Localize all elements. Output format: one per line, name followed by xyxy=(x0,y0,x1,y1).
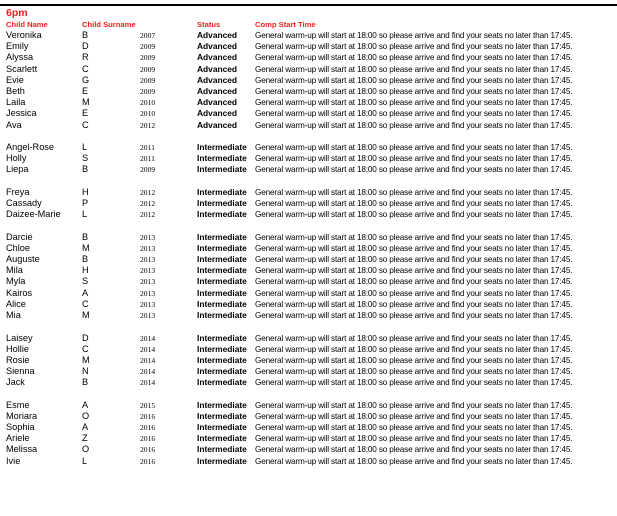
birth-year-cell: 2013 xyxy=(140,311,156,321)
comp-start-time-cell: General warm-up will start at 18:00 so please arrive and find your seats no later than 17:45. xyxy=(255,266,573,276)
table-row xyxy=(0,209,617,220)
child-name-cell: Kairos xyxy=(6,287,33,298)
child-name-cell: Angel-Rose xyxy=(6,141,55,152)
table-row xyxy=(0,400,617,411)
status-cell: Intermediate xyxy=(197,287,247,298)
table-row xyxy=(0,276,617,287)
table-row xyxy=(0,355,617,366)
table-row xyxy=(0,64,617,75)
birth-year-cell: 2010 xyxy=(140,98,156,108)
child-surname-cell: C xyxy=(82,63,89,74)
status-cell: Intermediate xyxy=(197,276,247,287)
status-cell: Intermediate xyxy=(197,153,247,164)
comp-start-time-cell: General warm-up will start at 18:00 so please arrive and find your seats no later than 17:45. xyxy=(255,311,573,321)
comp-start-time-cell: General warm-up will start at 18:00 so please arrive and find your seats no later than 17:45. xyxy=(255,378,573,388)
birth-year-cell: 2014 xyxy=(140,333,156,343)
table-row xyxy=(0,30,617,41)
child-name-cell: Veronika xyxy=(6,30,42,40)
child-name-cell: Ava xyxy=(6,119,22,130)
table-row xyxy=(0,41,617,52)
child-surname-cell: C xyxy=(82,298,89,309)
status-cell: Advanced xyxy=(197,74,238,85)
table-row xyxy=(0,444,617,455)
comp-start-time-cell: General warm-up will start at 18:00 so please arrive and find your seats no later than 17:45. xyxy=(255,445,573,455)
status-cell: Advanced xyxy=(197,63,238,74)
child-name-cell: Liepa xyxy=(6,164,29,175)
child-surname-cell: A xyxy=(82,399,89,410)
status-cell: Intermediate xyxy=(197,410,247,421)
child-surname-cell: A xyxy=(82,287,89,298)
child-name-cell: Mila xyxy=(6,265,23,276)
comp-start-time-cell: General warm-up will start at 18:00 so please arrive and find your seats no later than 17:45. xyxy=(255,367,573,377)
top-divider xyxy=(0,4,617,6)
table-row xyxy=(0,86,617,97)
child-surname-cell: O xyxy=(82,410,90,421)
child-surname-cell: N xyxy=(82,366,89,377)
birth-year-cell: 2009 xyxy=(140,86,156,96)
comp-start-time-cell: General warm-up will start at 18:00 so please arrive and find your seats no later than 17:45. xyxy=(255,355,573,365)
child-surname-cell: M xyxy=(82,242,90,253)
birth-year-cell: 2009 xyxy=(140,165,156,175)
status-cell: Advanced xyxy=(197,30,238,40)
table-row xyxy=(0,344,617,355)
status-cell: Intermediate xyxy=(197,231,247,242)
comp-start-time-cell: General warm-up will start at 18:00 so please arrive and find your seats no later than 17:45. xyxy=(255,210,573,220)
comp-start-time-cell: General warm-up will start at 18:00 so please arrive and find your seats no later than 17:45. xyxy=(255,277,573,287)
birth-year-cell: 2015 xyxy=(140,400,156,410)
birth-year-cell: 2016 xyxy=(140,411,156,421)
status-cell: Intermediate xyxy=(197,455,247,466)
table-row xyxy=(0,153,617,164)
comp-start-time-cell: General warm-up will start at 18:00 so please arrive and find your seats no later than 17:45. xyxy=(255,98,573,108)
header-comp-start-time: Comp Start Time xyxy=(255,20,316,29)
child-surname-cell: S xyxy=(82,276,89,287)
child-name-cell: Sophia xyxy=(6,422,35,433)
status-cell: Intermediate xyxy=(197,343,247,354)
child-surname-cell: B xyxy=(82,231,89,242)
status-cell: Intermediate xyxy=(197,332,247,343)
table-row xyxy=(0,232,617,243)
child-surname-cell: O xyxy=(82,444,90,455)
table-row xyxy=(0,254,617,265)
child-surname-cell: B xyxy=(82,164,89,175)
birth-year-cell: 2009 xyxy=(140,42,156,52)
table-row xyxy=(0,299,617,310)
birth-year-cell: 2016 xyxy=(140,434,156,444)
table-row xyxy=(0,377,617,388)
child-name-cell: Scarlett xyxy=(6,63,38,74)
child-name-cell: Alyssa xyxy=(6,52,34,63)
child-surname-cell: L xyxy=(82,209,88,220)
comp-start-time-cell: General warm-up will start at 18:00 so please arrive and find your seats no later than 17:45. xyxy=(255,423,573,433)
comp-start-time-cell: General warm-up will start at 18:00 so please arrive and find your seats no later than 17:45. xyxy=(255,75,573,85)
birth-year-cell: 2014 xyxy=(140,355,156,365)
table-row xyxy=(0,411,617,422)
child-surname-cell: L xyxy=(82,455,88,466)
table-row xyxy=(0,422,617,433)
status-cell: Advanced xyxy=(197,52,238,63)
comp-start-time-cell: General warm-up will start at 18:00 so please arrive and find your seats no later than 17:45. xyxy=(255,31,573,40)
child-name-cell: Emily xyxy=(6,41,29,52)
birth-year-cell: 2014 xyxy=(140,344,156,354)
child-name-cell: Alice xyxy=(6,298,26,309)
header-child-surname: Child Surname xyxy=(82,20,136,29)
comp-start-time-cell: General warm-up will start at 18:00 so please arrive and find your seats no later than 17:45. xyxy=(255,255,573,265)
comp-start-time-cell: General warm-up will start at 18:00 so please arrive and find your seats no later than 17:45. xyxy=(255,344,573,354)
table-row xyxy=(0,243,617,254)
birth-year-cell: 2009 xyxy=(140,53,156,63)
child-surname-cell: D xyxy=(82,41,89,52)
child-surname-cell: E xyxy=(82,85,89,96)
child-surname-cell: M xyxy=(82,310,90,321)
status-cell: Intermediate xyxy=(197,422,247,433)
birth-year-cell: 2011 xyxy=(140,142,155,152)
table-row xyxy=(0,366,617,377)
birth-year-cell: 2016 xyxy=(140,423,156,433)
child-surname-cell: A xyxy=(82,422,89,433)
comp-start-time-cell: General warm-up will start at 18:00 so please arrive and find your seats no later than 17:45. xyxy=(255,232,573,242)
birth-year-cell: 2012 xyxy=(140,120,156,130)
comp-start-time-cell: General warm-up will start at 18:00 so please arrive and find your seats no later than 17:45. xyxy=(255,400,573,410)
comp-start-time-cell: General warm-up will start at 18:00 so please arrive and find your seats no later than 17:45. xyxy=(255,109,573,119)
status-cell: Intermediate xyxy=(197,164,247,175)
status-cell: Intermediate xyxy=(197,366,247,377)
table-row xyxy=(0,52,617,63)
birth-year-cell: 2013 xyxy=(140,243,156,253)
table-row xyxy=(0,97,617,108)
comp-start-time-cell: General warm-up will start at 18:00 so please arrive and find your seats no later than 17:45. xyxy=(255,288,573,298)
table-row xyxy=(0,310,617,321)
comp-start-time-cell: General warm-up will start at 18:00 so please arrive and find your seats no later than 17:45. xyxy=(255,165,573,175)
schedule-table xyxy=(0,30,617,467)
child-name-cell: Moriara xyxy=(6,410,38,421)
comp-start-time-cell: General warm-up will start at 18:00 so please arrive and find your seats no later than 17:45. xyxy=(255,86,573,96)
status-cell: Advanced xyxy=(197,85,238,96)
status-cell: Intermediate xyxy=(197,209,247,220)
child-name-cell: Freya xyxy=(6,186,30,197)
child-surname-cell: R xyxy=(82,52,89,63)
birth-year-cell: 2013 xyxy=(140,277,156,287)
comp-start-time-cell: General warm-up will start at 18:00 so please arrive and find your seats no later than 17:45. xyxy=(255,64,573,74)
table-row xyxy=(0,120,617,131)
table-row xyxy=(0,187,617,198)
birth-year-cell: 2010 xyxy=(140,109,156,119)
table-row xyxy=(0,142,617,153)
comp-start-time-cell: General warm-up will start at 18:00 so please arrive and find your seats no later than 17:45. xyxy=(255,411,573,421)
birth-year-cell: 2011 xyxy=(140,154,155,164)
status-cell: Intermediate xyxy=(197,186,247,197)
child-surname-cell: H xyxy=(82,265,89,276)
birth-year-cell: 2012 xyxy=(140,199,156,209)
birth-year-cell: 2016 xyxy=(140,456,156,466)
table-row xyxy=(0,198,617,209)
comp-start-time-cell: General warm-up will start at 18:00 so please arrive and find your seats no later than 17:45. xyxy=(255,154,573,164)
child-name-cell: Cassady xyxy=(6,198,42,209)
status-cell: Intermediate xyxy=(197,242,247,253)
status-cell: Intermediate xyxy=(197,444,247,455)
comp-start-time-cell: General warm-up will start at 18:00 so please arrive and find your seats no later than 17:45. xyxy=(255,333,573,343)
comp-start-time-cell: General warm-up will start at 18:00 so please arrive and find your seats no later than 17:45. xyxy=(255,187,573,197)
birth-year-cell: 2013 xyxy=(140,232,156,242)
child-name-cell: Jack xyxy=(6,377,25,388)
table-row xyxy=(0,265,617,276)
birth-year-cell: 2009 xyxy=(140,75,156,85)
comp-start-time-cell: General warm-up will start at 18:00 so please arrive and find your seats no later than 17:45. xyxy=(255,42,573,52)
child-surname-cell: D xyxy=(82,332,89,343)
table-row xyxy=(0,333,617,344)
child-name-cell: Jessica xyxy=(6,108,37,119)
child-name-cell: Melissa xyxy=(6,444,38,455)
status-cell: Advanced xyxy=(197,119,238,130)
child-name-cell: Holly xyxy=(6,153,27,164)
child-name-cell: Laila xyxy=(6,97,26,108)
comp-start-time-cell: General warm-up will start at 18:00 so please arrive and find your seats no later than 17:45. xyxy=(255,142,573,152)
status-cell: Advanced xyxy=(197,41,238,52)
birth-year-cell: 2012 xyxy=(140,187,156,197)
table-row xyxy=(0,433,617,444)
child-surname-cell: B xyxy=(82,254,89,265)
child-surname-cell: E xyxy=(82,108,89,119)
comp-start-time-cell: General warm-up will start at 18:00 so please arrive and find your seats no later than 17:45. xyxy=(255,299,573,309)
status-cell: Intermediate xyxy=(197,198,247,209)
birth-year-cell: 2012 xyxy=(140,210,156,220)
birth-year-cell: 2013 xyxy=(140,255,156,265)
comp-start-time-cell: General warm-up will start at 18:00 so please arrive and find your seats no later than 17:45. xyxy=(255,456,573,466)
table-row xyxy=(0,164,617,175)
child-surname-cell: M xyxy=(82,97,90,108)
child-name-cell: Myla xyxy=(6,276,26,287)
child-surname-cell: H xyxy=(82,186,89,197)
child-name-cell: Daizee-Marie xyxy=(6,209,61,220)
birth-year-cell: 2013 xyxy=(140,288,156,298)
comp-start-time-cell: General warm-up will start at 18:00 so please arrive and find your seats no later than 17:45. xyxy=(255,199,573,209)
child-name-cell: Ariele xyxy=(6,433,30,444)
child-name-cell: Auguste xyxy=(6,254,40,265)
birth-year-cell: 2007 xyxy=(140,31,156,40)
status-cell: Advanced xyxy=(197,97,238,108)
child-name-cell: Rosie xyxy=(6,354,30,365)
status-cell: Intermediate xyxy=(197,399,247,410)
child-name-cell: Esme xyxy=(6,399,30,410)
birth-year-cell: 2014 xyxy=(140,378,156,388)
table-row xyxy=(0,288,617,299)
status-cell: Advanced xyxy=(197,108,238,119)
child-name-cell: Ivie xyxy=(6,455,21,466)
header-child-name: Child Name xyxy=(6,20,48,29)
child-surname-cell: L xyxy=(82,141,88,152)
birth-year-cell: 2013 xyxy=(140,266,156,276)
comp-start-time-cell: General warm-up will start at 18:00 so please arrive and find your seats no later than 17:45. xyxy=(255,434,573,444)
status-cell: Intermediate xyxy=(197,254,247,265)
child-surname-cell: B xyxy=(82,30,89,40)
child-name-cell: Laisey xyxy=(6,332,33,343)
status-cell: Intermediate xyxy=(197,141,247,152)
child-name-cell: Chloe xyxy=(6,242,31,253)
comp-start-time-cell: General warm-up will start at 18:00 so please arrive and find your seats no later than 17:45. xyxy=(255,243,573,253)
status-cell: Intermediate xyxy=(197,377,247,388)
child-surname-cell: P xyxy=(82,198,89,209)
child-name-cell: Evie xyxy=(6,74,24,85)
child-surname-cell: M xyxy=(82,354,90,365)
child-surname-cell: S xyxy=(82,153,89,164)
status-cell: Intermediate xyxy=(197,265,247,276)
status-cell: Intermediate xyxy=(197,310,247,321)
table-row xyxy=(0,456,617,467)
status-cell: Intermediate xyxy=(197,354,247,365)
birth-year-cell: 2009 xyxy=(140,64,156,74)
birth-year-cell: 2014 xyxy=(140,367,156,377)
table-row xyxy=(0,75,617,86)
child-surname-cell: B xyxy=(82,377,89,388)
status-cell: Intermediate xyxy=(197,298,247,309)
child-name-cell: Hollie xyxy=(6,343,29,354)
session-title: 6pm xyxy=(6,7,28,19)
birth-year-cell: 2013 xyxy=(140,299,156,309)
comp-start-time-cell: General warm-up will start at 18:00 so please arrive and find your seats no later than 17:45. xyxy=(255,120,573,130)
child-surname-cell: C xyxy=(82,119,89,130)
status-cell: Intermediate xyxy=(197,433,247,444)
header-status: Status xyxy=(197,20,221,29)
comp-start-time-cell: General warm-up will start at 18:00 so please arrive and find your seats no later than 17:45. xyxy=(255,53,573,63)
child-name-cell: Sienna xyxy=(6,366,35,377)
child-surname-cell: Z xyxy=(82,433,88,444)
child-name-cell: Beth xyxy=(6,85,25,96)
child-name-cell: Darcie xyxy=(6,231,33,242)
birth-year-cell: 2016 xyxy=(140,445,156,455)
child-surname-cell: C xyxy=(82,343,89,354)
table-row xyxy=(0,108,617,119)
child-surname-cell: G xyxy=(82,74,90,85)
child-name-cell: Mia xyxy=(6,310,21,321)
